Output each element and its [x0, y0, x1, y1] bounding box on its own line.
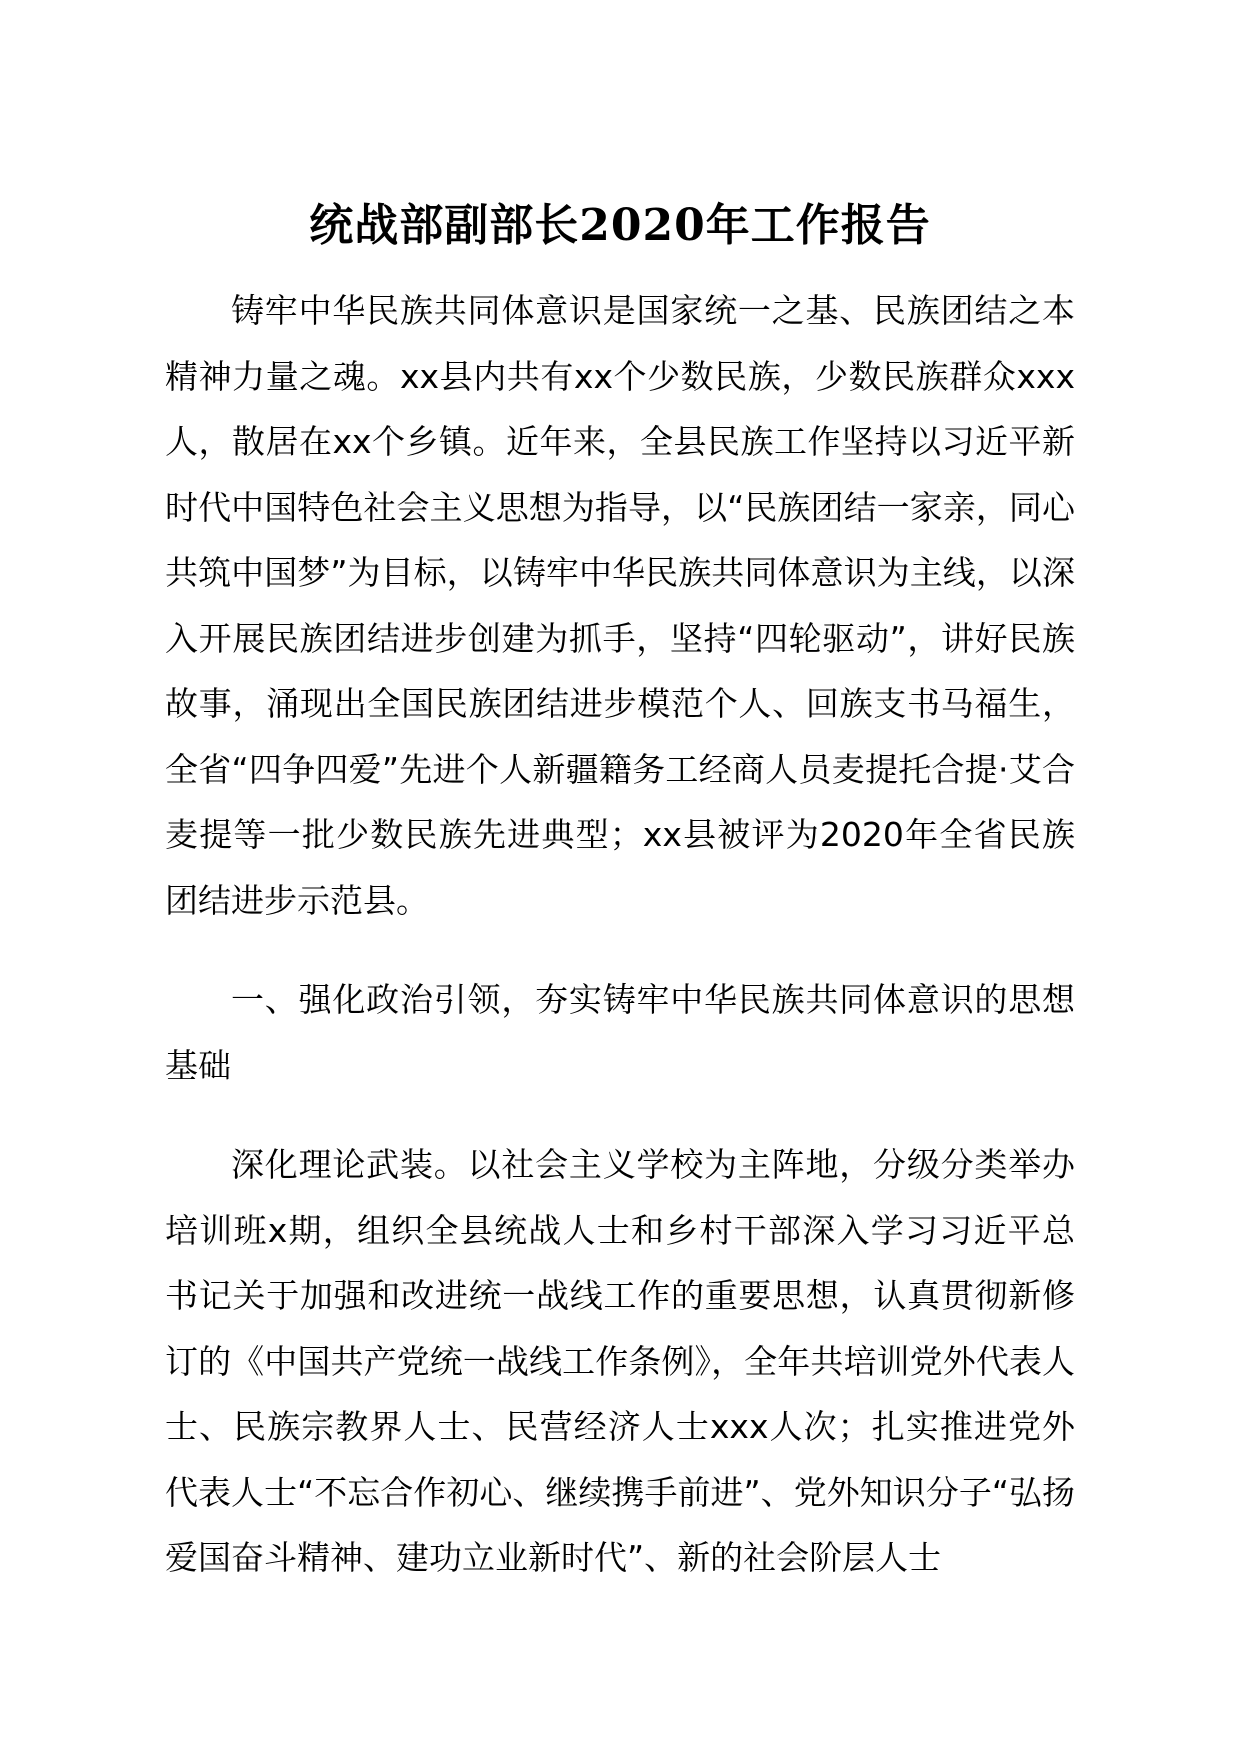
section-heading: 一、强化政治引领，夯实铸牢中华民族共同体意识的思想基础	[165, 980, 1075, 1085]
body-paragraph: 深化理论武装。以社会主义学校为主阵地，分级分类举办培训班x期，组织全县统战人士和乡村干部深入学习习近平总书记关于加强和改进统一战线工作的重要思想，认真贯彻新修订的《中国共产党统一战线工作条例》，全年共培训党外代表人士、民族宗教界人士、民营经济人士xxx人次；扎实推进党外代表人士“不忘合作初心、继续携手前进”、党外知识分子“弘扬爱国奋斗精神、建功立业新时代”、新的社会阶层人士	[165, 1145, 1075, 1577]
intro-paragraph: 铸牢中华民族共同体意识是国家统一之基、民族团结之本精神力量之魂。xx县内共有xx个少数民族，少数民族群众xxx人，散居在xx个乡镇。近年来，全县民族工作坚持以习近平新时代中国特色社会主义思想为指导，以“民族团结一家亲，同心共筑中国梦”为目标，以铸牢中华民族共同体意识为主线，以深入开展民族团结进步创建为抓手，坚持“四轮驱动”，讲好民族故事，涌现出全国民族团结进步模范个人、回族支书马福生，全省“四争四爱”先进个人新疆籍务工经商人员麦提托合提·艾合麦提等一批少数民族先进典型；xx县被评为2020年全省民族团结进步示范县。	[165, 291, 1075, 920]
document-title: 统战部副部长2020年工作报告	[309, 200, 931, 251]
document-body	[165, 278, 1075, 1591]
